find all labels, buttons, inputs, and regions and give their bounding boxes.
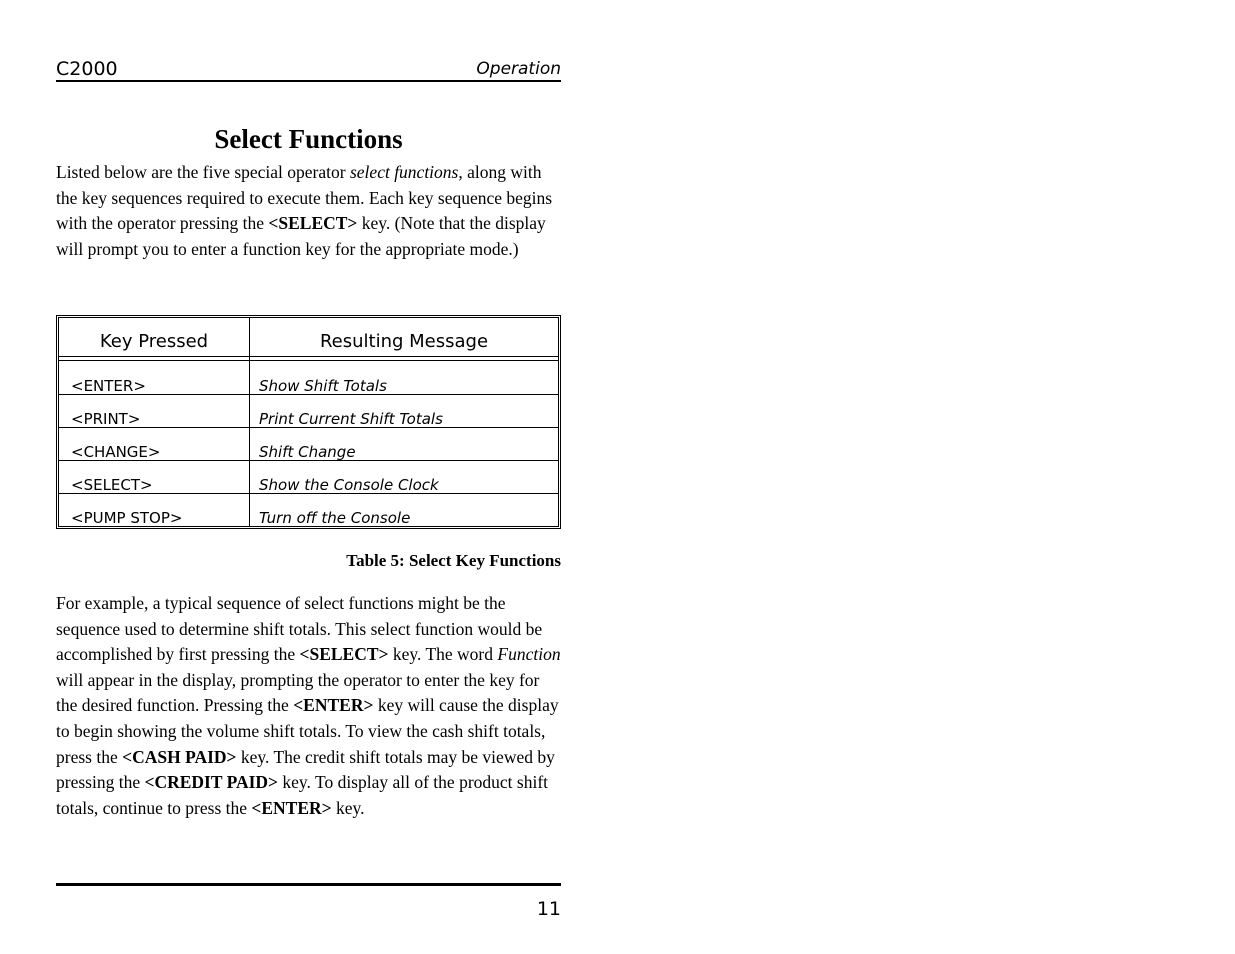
- table-cell-message: Show the Console Clock: [259, 476, 439, 494]
- table-header-key: Key Pressed: [99, 331, 209, 352]
- header-rule: [56, 80, 561, 82]
- section-title: Select Functions: [214, 124, 403, 154]
- table-cell-message: Turn off the Console: [259, 509, 411, 527]
- header-section-name: Operation: [476, 59, 561, 79]
- table-header-message: Resulting Message: [319, 331, 489, 352]
- example-text: key. To display all of the product shift totals, continue to press the: [56, 772, 549, 818]
- page-number: 11: [536, 898, 561, 920]
- example-key-name: <CREDIT PAID>: [144, 772, 279, 793]
- example-text: For example, a typical sequence of select functions might be the sequence used to determine shift totals. This select function would be accomplished by first pressing the: [56, 593, 543, 665]
- example-text: key.: [331, 797, 365, 818]
- intro-paragraph: [56, 160, 561, 262]
- table-cell-key: <PUMP STOP>: [71, 509, 183, 527]
- intro-key-name: <SELECT>: [268, 213, 358, 234]
- example-text: key. The word: [388, 644, 498, 665]
- table-caption: Table 5: Select Key Functions: [346, 551, 561, 570]
- table-cell-key: <PRINT>: [71, 410, 141, 428]
- document-page: [56, 0, 561, 954]
- example-key-name: <SELECT>: [299, 644, 389, 665]
- example-key-name: <ENTER>: [293, 695, 374, 716]
- example-emphasis: Function: [497, 644, 561, 665]
- footer-rule: [56, 883, 561, 886]
- select-functions-table: [56, 315, 561, 529]
- table-cell-key: <CHANGE>: [71, 443, 161, 461]
- table-cell-key: <ENTER>: [71, 377, 146, 395]
- intro-text: Listed below are the five special operator: [56, 162, 350, 182]
- example-paragraph: [56, 591, 561, 821]
- intro-text: key. (Note that the display will prompt you to enter a function key for the appropriate mode.): [56, 213, 546, 259]
- intro-text: , along with the key sequences required to execute them. Each key sequence begins with the operator pressing the: [56, 162, 553, 234]
- table-header-divider: [59, 356, 558, 361]
- example-key-name: <ENTER>: [251, 797, 332, 818]
- table-cell-message: Show Shift Totals: [259, 377, 387, 395]
- intro-emphasis: select functions: [349, 162, 459, 182]
- table-cell-message: Print Current Shift Totals: [259, 410, 443, 428]
- header-product-name: C2000: [56, 58, 118, 80]
- example-text: key. The credit shift totals may be viewed by pressing the: [56, 746, 555, 793]
- example-text: will appear in the display, prompting the operator to enter the key for the desired function. Pressing the: [56, 669, 540, 716]
- table-cell-key: <SELECT>: [71, 476, 153, 494]
- table-cell-message: Shift Change: [259, 443, 356, 461]
- example-key-name: <CASH PAID>: [122, 746, 237, 767]
- example-text: key will cause the display to begin showing the volume shift totals. To view the cash shift totals, press the: [56, 695, 559, 767]
